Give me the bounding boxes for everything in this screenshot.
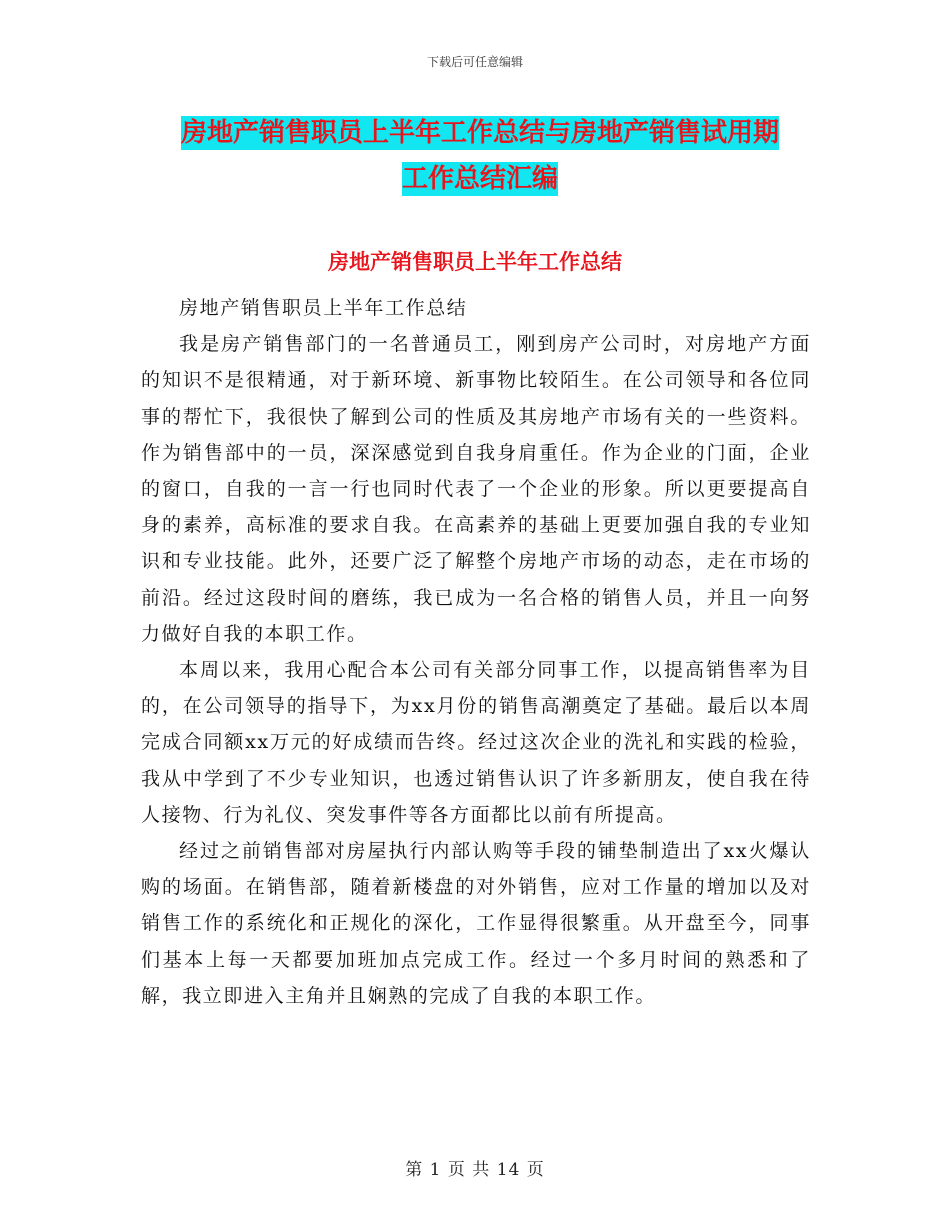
body-text xyxy=(141,290,811,1014)
paragraph: 本周以来，我用心配合本公司有关部分同事工作，以提高销售率为目的，在公司领导的指导下，为xx月份的销售高潮奠定了基础。最后以本周完成合同额xx万元的好成绩而告终。经过这次企业的洗礼和实践的检验，我从中学到了不少专业知识，也透过销售认识了许多新朋友，使自我在待人接物、行为礼仪、突发事件等各方面都比以前有所提高。 xyxy=(141,659,811,826)
header-note: 下载后可任意编辑 xyxy=(426,55,523,69)
paragraph: 经过之前销售部对房屋执行内部认购等手段的铺垫制造出了xx火爆认购的场面。在销售部，随着新楼盘的对外销售，应对工作量的增加以及对销售工作的系统化和正规化的深化，工作显得很繁重。从开盘至今，同事们基本上每一天都要加班加点完成工作。经过一个多月时间的熟悉和了解，我立即进入主角并且娴熟的完成了自我的本职工作。 xyxy=(141,840,811,1007)
paragraph: 房地产销售职员上半年工作总结 xyxy=(179,297,468,319)
page-number-footer: 第 1 页 共 14 页 xyxy=(405,1160,545,1180)
section-title: 房地产销售职员上半年工作总结 xyxy=(328,250,622,274)
document-title xyxy=(140,110,820,202)
paragraph: 我是房产销售部门的一名普通员工，刚到房产公司时，对房地产方面的知识不是很精通，对于新环境、新事物比较陌生。在公司领导和各位同事的帮忙下，我很快了解到公司的性质及其房地产市场有关的一些资料。作为销售部中的一员，深深感觉到自我身肩重任。作为企业的门面，企业的窗口，自我的一言一行也同时代表了一个企业的形象。所以更要提高自身的素养，高标准的要求自我。在高素养的基础上更要加强自我的专业知识和专业技能。此外，还要广泛了解整个房地产市场的动态，走在市场的前沿。经过这段时间的磨练，我已成为一名合格的销售人员，并且一向努力做好自我的本职工作。 xyxy=(141,333,811,645)
document-title-line-2: 工作总结汇编 xyxy=(401,164,558,194)
document-title-line-1: 房地产销售职员上半年工作总结与房地产销售试用期 xyxy=(180,118,779,148)
